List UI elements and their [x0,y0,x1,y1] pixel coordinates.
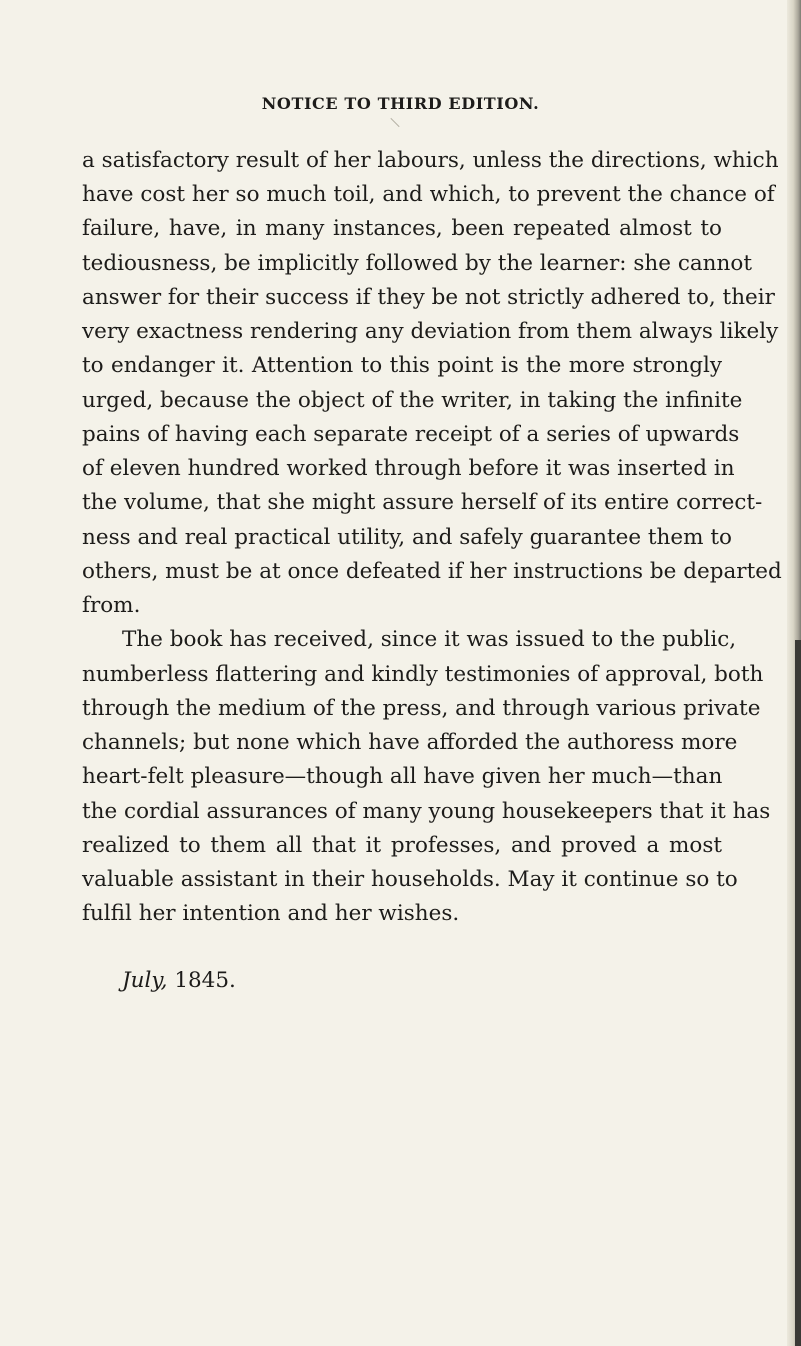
paragraph-2-line: fulfil her intention and her wishes. [82,901,460,926]
paragraph-2-line: heart-felt pleasure—though all have given her much—than [82,764,723,789]
print-mark [390,118,399,127]
paragraph-1-line: ness and real practical utility, and safely guarantee them to [82,525,732,550]
page-edge-dark [795,640,801,1346]
paragraph-2-line: the cordial assurances of many young housekeepers that it has [82,799,771,824]
paragraph-2-line: valuable assistant in their households. May it continue so to [82,867,738,892]
paragraph-1-line: a satisfactory result of her labours, unless the directions, which [82,148,779,173]
paragraph-1-line: of eleven hundred worked through before it was inserted in [82,456,735,481]
paragraph-2-line: numberless flattering and kindly testimonies of approval, both [82,662,764,687]
paragraph-1-line: have cost her so much toil, and which, to prevent the chance of [82,182,775,207]
paragraph-2-line: channels; but none which have afforded the authoress more [82,730,738,755]
paragraph-1-line: urged, because the object of the writer, in taking the infinite [82,388,743,413]
paragraph-1-line: from. [82,593,141,618]
paragraph-1-line: to endanger it. Attention to this point is the more strongly [82,353,722,378]
dateline [122,966,236,996]
paragraph-1-line: others, must be at once defeated if her instructions be departed [82,559,782,584]
paragraph-1-line: tediousness, be implicitly followed by the learner: she cannot [82,251,752,276]
paragraph-1-line: pains of having each separate receipt of a series of upwards [82,422,740,447]
paragraph-1-line: very exactness rendering any deviation from them always likely [82,319,779,344]
dateline-year: 1845. [174,968,236,993]
paragraph-2-line: realized to them all that it professes, and proved a most [82,833,722,858]
paragraph-2-line: through the medium of the press, and through various private [82,696,761,721]
paragraph-1-line: failure, have, in many instances, been repeated almost to [82,216,722,241]
running-head: NOTICE TO THIRD EDITION. [261,94,540,113]
paragraph-1-line: the volume, that she might assure herself of its entire correct- [82,490,763,515]
paragraph-2-line: The book has received, since it was issued to the public, [122,627,737,652]
paragraph-1-line: answer for their success if they be not strictly adhered to, their [82,285,775,310]
dateline-month: July, [122,968,168,993]
